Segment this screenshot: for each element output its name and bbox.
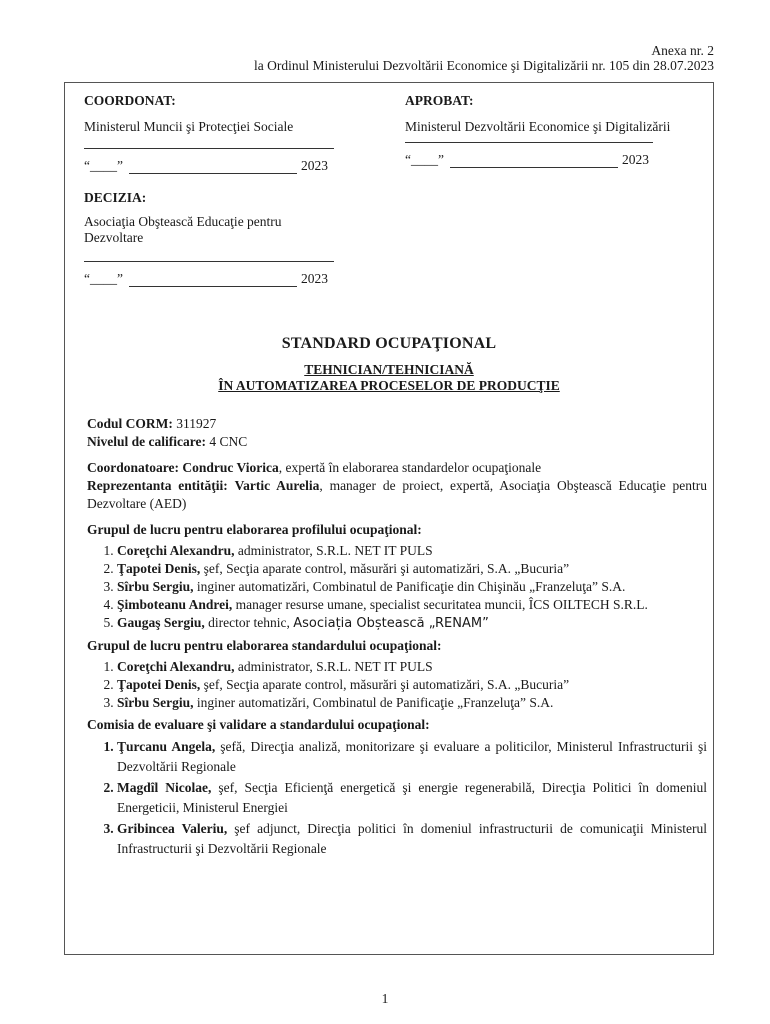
list-item (117, 578, 707, 596)
list-item (117, 542, 707, 560)
annex-header (254, 43, 714, 73)
member-role: director tehnic, (204, 615, 294, 630)
page-number: 1 (381, 991, 389, 1006)
member-role: manager resurse umane, specialist securitatea muncii, ÎCS OILTECH S.R.L. (232, 597, 648, 612)
qualification-level (87, 433, 707, 451)
list-item (117, 596, 707, 614)
list-item (117, 737, 707, 777)
aprobat-signature-line (405, 142, 653, 143)
member-name: Şimboteanu Andrei, (117, 597, 233, 612)
member-role: administrator, S.R.L. NET IT PULS (234, 543, 433, 558)
member-role: şefă, Direcţia analiză, monitorizare şi evaluare a politicilor, Ministerul Infrastructurii şi Dezvoltării Regionale (117, 739, 708, 774)
coordinator-name: Condruc Viorica (182, 460, 279, 475)
decizia-institution-line2: Dezvoltare (84, 230, 144, 245)
member-role: şef, Secţia aparate control, măsurări şi automatizări, S.A. „Bucuria” (200, 677, 570, 692)
member-role: şef, Secţia Eficienţă energetică şi energie regenerabilă, Direcţia Politici în domeniul Energeticii, Ministerul Energiei (117, 780, 707, 815)
list-item (117, 778, 707, 818)
aprobat-date-day: “____” (405, 152, 444, 167)
decizia-heading: DECIZIA: (84, 190, 147, 205)
coordonat-heading: COORDONAT: (84, 93, 176, 108)
member-name: Ţurcanu Angela, (117, 739, 216, 754)
member-role: şef adjunct, Direcţia politici în domeniul infrastructurii de comunicaţii Ministerul Infrastructurii şi Dezvoltării Regionale (117, 821, 707, 856)
commission-list (87, 737, 707, 859)
annex-order-reference: la Ordinul Ministerului Dezvoltării Economice şi Digitalizării nr. 105 din 28.07.2023 (253, 58, 714, 73)
member-role: şef, Secţia aparate control, măsurări şi automatizări, S.A. „Bucuria” (200, 561, 570, 576)
member-name: Coreţchi Alexandru, (117, 543, 235, 558)
decizia-date-month-line (129, 273, 297, 287)
occupation-title (65, 362, 713, 394)
coordinator-role: , expertă în elaborarea standardelor ocupaţionale (278, 460, 542, 475)
document-frame (64, 82, 714, 955)
member-name: Magdîl Nicolae, (117, 780, 212, 795)
coordonat-institution: Ministerul Muncii şi Protecţiei Sociale (84, 119, 294, 134)
occupation-title-line1: TEHNICIAN/TEHNICIANĂ (304, 362, 474, 377)
standard-group-heading: Grupul de lucru pentru elaborarea standardului ocupaţional: (87, 638, 442, 653)
decizia-date-year: 2023 (300, 271, 328, 286)
member-role: administrator, S.R.L. NET IT PULS (234, 659, 433, 674)
aprobat-date-month-line (450, 154, 618, 168)
member-name: Gribincea Valeriu, (117, 821, 228, 836)
corm-label: Codul CORM: (87, 416, 173, 431)
list-item (117, 819, 707, 859)
corm-code (87, 415, 707, 433)
standard-group-list (87, 658, 707, 712)
list-item (117, 560, 707, 578)
member-role: inginer automatizări, Combinatul de Panificaţie din Chişinău „Franzeluţa” S.A. (193, 579, 626, 594)
decizia-date-day: “____” (84, 271, 123, 286)
coordonat-date-year: 2023 (300, 158, 328, 173)
member-name: Gaugaş Sergiu, (117, 615, 205, 630)
coordinator-line (87, 459, 707, 477)
occupation-title-line2: ÎN AUTOMATIZAREA PROCESELOR DE PRODUCŢIE (218, 378, 560, 393)
profile-group-list (87, 542, 707, 633)
document-body (87, 415, 707, 863)
right-approval-column (405, 93, 715, 168)
decizia-date-row (84, 271, 344, 287)
commission-heading: Comisia de evaluare şi validare a standardului ocupaţional: (87, 717, 430, 732)
member-name: Ţapotei Denis, (117, 561, 201, 576)
coordinator-label: Coordonatoare: (87, 460, 179, 475)
member-organization: Asociația Obștească „RENAM” (293, 616, 489, 631)
document-title: STANDARD OCUPAŢIONAL (281, 335, 497, 352)
left-approval-column (84, 93, 344, 287)
list-item (117, 614, 707, 633)
decizia-institution-line1: Asociaţia Obştească Educaţie pentru (84, 214, 282, 229)
corm-value: 311927 (176, 416, 217, 431)
coordonat-date-day: “____” (84, 158, 123, 173)
decizia-signature-line (84, 261, 334, 262)
member-name: Ţapotei Denis, (117, 677, 201, 692)
representative-name: Vartic Aurelia (234, 478, 320, 493)
representative-role: , manager de proiect, expertă, Asociaţia Obştească Educaţie pentru Dezvoltare (AED) (87, 478, 708, 511)
coordonat-signature-line (84, 148, 334, 149)
coordonat-date-month-line (129, 160, 297, 174)
aprobat-institution: Ministerul Dezvoltării Economice şi Digitalizării (405, 119, 671, 134)
list-item (117, 676, 707, 694)
member-role: inginer automatizări, Combinatul de Panificaţie „Franzeluţa” S.A. (193, 695, 554, 710)
representative-line (87, 477, 707, 513)
level-value: 4 CNC (209, 434, 248, 449)
aprobat-date-row (405, 152, 715, 168)
aprobat-date-year: 2023 (621, 152, 649, 167)
list-item (117, 694, 707, 712)
level-label: Nivelul de calificare: (87, 434, 206, 449)
member-name: Sîrbu Sergiu, (117, 695, 194, 710)
member-name: Coreţchi Alexandru, (117, 659, 235, 674)
annex-number: Anexa nr. 2 (651, 43, 714, 58)
representative-label: Reprezentanta entităţii: (87, 478, 228, 493)
aprobat-heading: APROBAT: (405, 93, 474, 108)
coordonat-date-row (84, 158, 344, 174)
profile-group-heading: Grupul de lucru pentru elaborarea profilului ocupaţional: (87, 522, 422, 537)
member-name: Sîrbu Sergiu, (117, 579, 194, 594)
list-item (117, 658, 707, 676)
